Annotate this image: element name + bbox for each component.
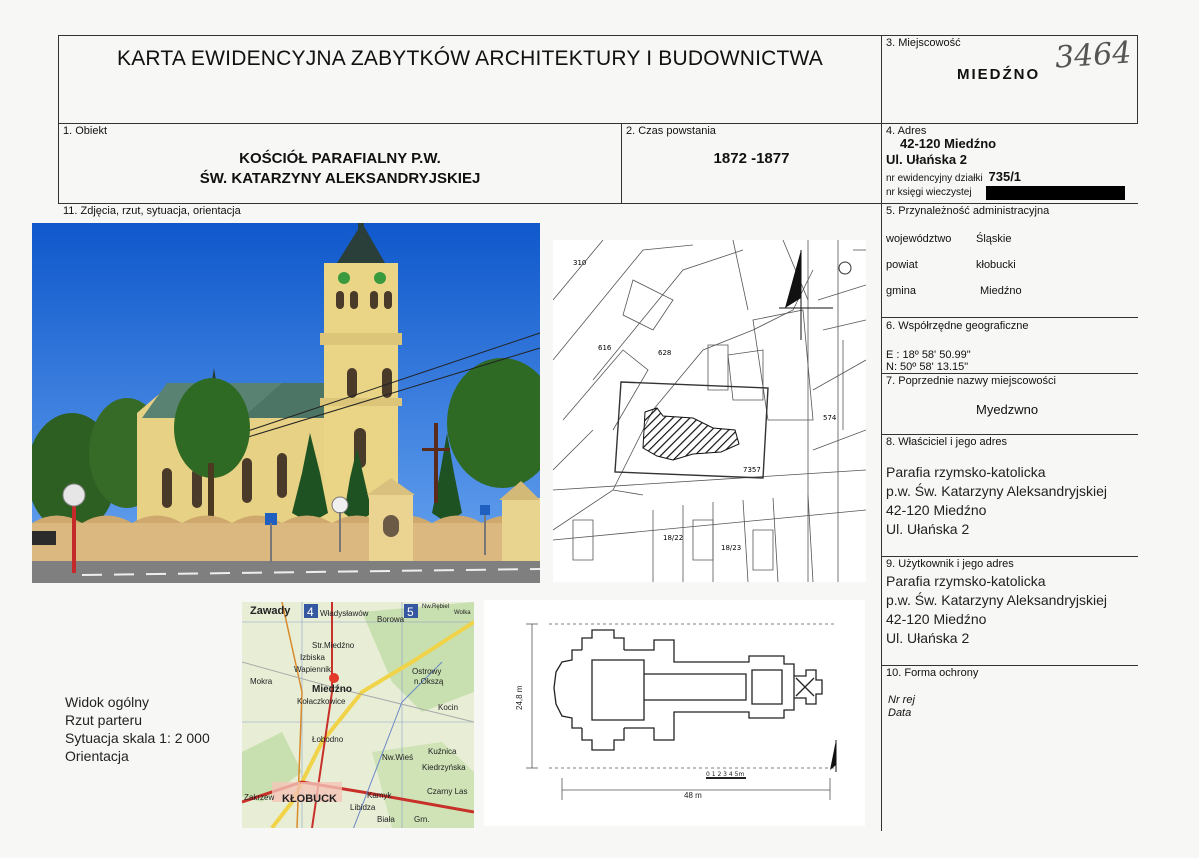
protection-nr: Nr rej bbox=[888, 694, 915, 706]
svg-text:18/22: 18/22 bbox=[663, 534, 684, 542]
admin-value-voivodeship: Śląskie bbox=[976, 233, 1012, 245]
owner-line: Ul. Ułańska 2 bbox=[886, 521, 970, 537]
land-book-redaction bbox=[986, 186, 1125, 200]
admin-key-voivodeship: województwo bbox=[886, 233, 952, 245]
parcel-label: nr ewidencyjny działki bbox=[886, 173, 983, 184]
user-line: Parafia rzymsko-katolicka bbox=[886, 573, 1046, 589]
owner-line: Parafia rzymsko-katolicka bbox=[886, 464, 1046, 480]
place-label: 3. Miejscowość bbox=[886, 37, 961, 49]
scale-label: 0 1 2 3 4 5m bbox=[706, 771, 745, 778]
map-label: Biała bbox=[377, 815, 395, 824]
owner-line: p.w. Św. Katarzyny Aleksandryjskiej bbox=[886, 483, 1107, 499]
legend-ground-floor: Rzut parteru bbox=[65, 712, 143, 728]
svg-text:628: 628 bbox=[658, 349, 672, 357]
hline-10 bbox=[881, 665, 1138, 666]
time-label: 2. Czas powstania bbox=[626, 125, 716, 137]
place-value: MIEDŹNO bbox=[957, 66, 1041, 83]
legend-situation: Sytuacja skala 1: 2 000 bbox=[65, 730, 210, 746]
svg-text:7357: 7357 bbox=[743, 466, 761, 474]
map-label: Izbiska bbox=[300, 653, 325, 662]
map-label: Zakrzew bbox=[244, 793, 275, 802]
land-book-row bbox=[886, 187, 972, 198]
map-label: Wolka bbox=[454, 610, 471, 616]
geo-n: N: 50º 58' 13.15" bbox=[886, 361, 969, 373]
admin-label: 5. Przynależność administracyjna bbox=[886, 205, 1050, 217]
geo-e: E : 18º 58' 50.99" bbox=[886, 349, 971, 361]
admin-key-commune: gmina bbox=[886, 285, 916, 297]
legend-general-view: Widok ogólny bbox=[65, 694, 150, 710]
former-names-label: 7. Poprzednie nazwy miejscowości bbox=[886, 375, 1056, 387]
owner-line: 42-120 Miedźno bbox=[886, 502, 987, 518]
map-label: Łobodno bbox=[312, 735, 344, 744]
hline-6 bbox=[881, 317, 1138, 318]
object-label: 1. Obiekt bbox=[63, 125, 108, 137]
church-photo bbox=[32, 223, 540, 583]
map-label: Kiedrzyńska bbox=[422, 763, 466, 772]
map-label: KŁOBUCK bbox=[282, 793, 337, 805]
map-label: Kuźnica bbox=[428, 747, 457, 756]
right-column-left-border bbox=[881, 203, 882, 831]
map-label: Libidza bbox=[350, 803, 376, 812]
map-label: Nw.Rębiel bbox=[422, 604, 450, 610]
svg-text:574: 574 bbox=[823, 414, 837, 422]
map-label: Grn. bbox=[414, 815, 430, 824]
address-label: 4. Adres bbox=[886, 125, 927, 137]
protection-label: 10. Forma ochrony bbox=[886, 667, 979, 679]
map-label: Kamyk bbox=[367, 791, 392, 800]
hline-8 bbox=[881, 434, 1138, 435]
address-line2: Ul. Ułańska 2 bbox=[886, 152, 967, 167]
map-label: Władysławów bbox=[320, 609, 369, 618]
map-label: Miedźno bbox=[312, 684, 352, 695]
parcel-value: 735/1 bbox=[988, 169, 1022, 184]
map-grid-5: 5 bbox=[407, 605, 414, 619]
form-title: KARTA EWIDENCYJNA ZABYTKÓW ARCHITEKTURY I BUDOWNICTWA bbox=[116, 47, 823, 70]
admin-value-county: kłobucki bbox=[976, 259, 1016, 271]
cadastral-map bbox=[553, 240, 866, 582]
time-value: 1872 -1877 bbox=[713, 150, 790, 167]
former-names-value: Myedzwno bbox=[976, 402, 1039, 417]
user-address bbox=[886, 572, 1107, 648]
owner-address bbox=[886, 463, 1107, 539]
admin-value-commune: Miedźno bbox=[980, 285, 1022, 297]
photos-label: 11. Zdjęcia, rzut, sytuacja, orientacja bbox=[63, 205, 241, 217]
owner-label: 8. Właściciel i jego adres bbox=[886, 436, 1008, 448]
hline-7 bbox=[881, 373, 1138, 374]
handwritten-number: 3464 bbox=[1053, 35, 1133, 76]
svg-text:18/23: 18/23 bbox=[721, 544, 742, 552]
map-label: Borowa bbox=[377, 615, 405, 624]
map-label: Str.Miedźno bbox=[312, 641, 355, 650]
object-name-line2: ŚW. KATARZYNY ALEKSANDRYJSKIEJ bbox=[199, 170, 481, 187]
svg-text:310: 310 bbox=[573, 259, 587, 267]
photo-legend bbox=[65, 693, 210, 765]
road-map bbox=[242, 602, 474, 828]
map-label: Kocin bbox=[438, 703, 459, 712]
user-line: Ul. Ułańska 2 bbox=[886, 630, 970, 646]
hline-5 bbox=[881, 203, 1138, 204]
map-label: Zawady bbox=[250, 605, 291, 617]
plan-width-label: 48 m bbox=[684, 791, 702, 800]
map-label: Mokra bbox=[250, 677, 273, 686]
address-line1: 42-120 Miedźno bbox=[900, 136, 997, 151]
map-label: Kołaczkowice bbox=[297, 697, 346, 706]
object-name-line1: KOŚCIÓŁ PARAFIALNY P.W. bbox=[239, 150, 441, 167]
parcel-row bbox=[886, 169, 1021, 184]
map-label: Ostrowy bbox=[412, 667, 442, 676]
admin-key-county: powiat bbox=[886, 259, 918, 271]
address-left-border bbox=[881, 123, 882, 204]
svg-text:616: 616 bbox=[598, 344, 612, 352]
floor-plan bbox=[484, 600, 865, 826]
hline-9 bbox=[881, 556, 1138, 557]
legend-orientation: Orientacja bbox=[65, 748, 129, 764]
map-label: Nw.Wieś bbox=[382, 753, 414, 762]
map-label: n.Okszą bbox=[414, 677, 444, 686]
user-line: 42-120 Miedźno bbox=[886, 611, 987, 627]
map-label: Wapiennik bbox=[294, 665, 332, 674]
map-grid-4: 4 bbox=[307, 605, 314, 619]
map-label: Czarny Las bbox=[427, 787, 468, 796]
protection-date: Data bbox=[888, 707, 912, 719]
land-book-label: nr księgi wieczystej bbox=[886, 187, 972, 198]
user-label: 9. Użytkownik i jego adres bbox=[886, 558, 1014, 570]
user-line: p.w. Św. Katarzyny Aleksandryjskiej bbox=[886, 592, 1107, 608]
plan-height-label: 24,8 m bbox=[515, 685, 524, 710]
geo-label: 6. Współrzędne geograficzne bbox=[886, 320, 1029, 332]
